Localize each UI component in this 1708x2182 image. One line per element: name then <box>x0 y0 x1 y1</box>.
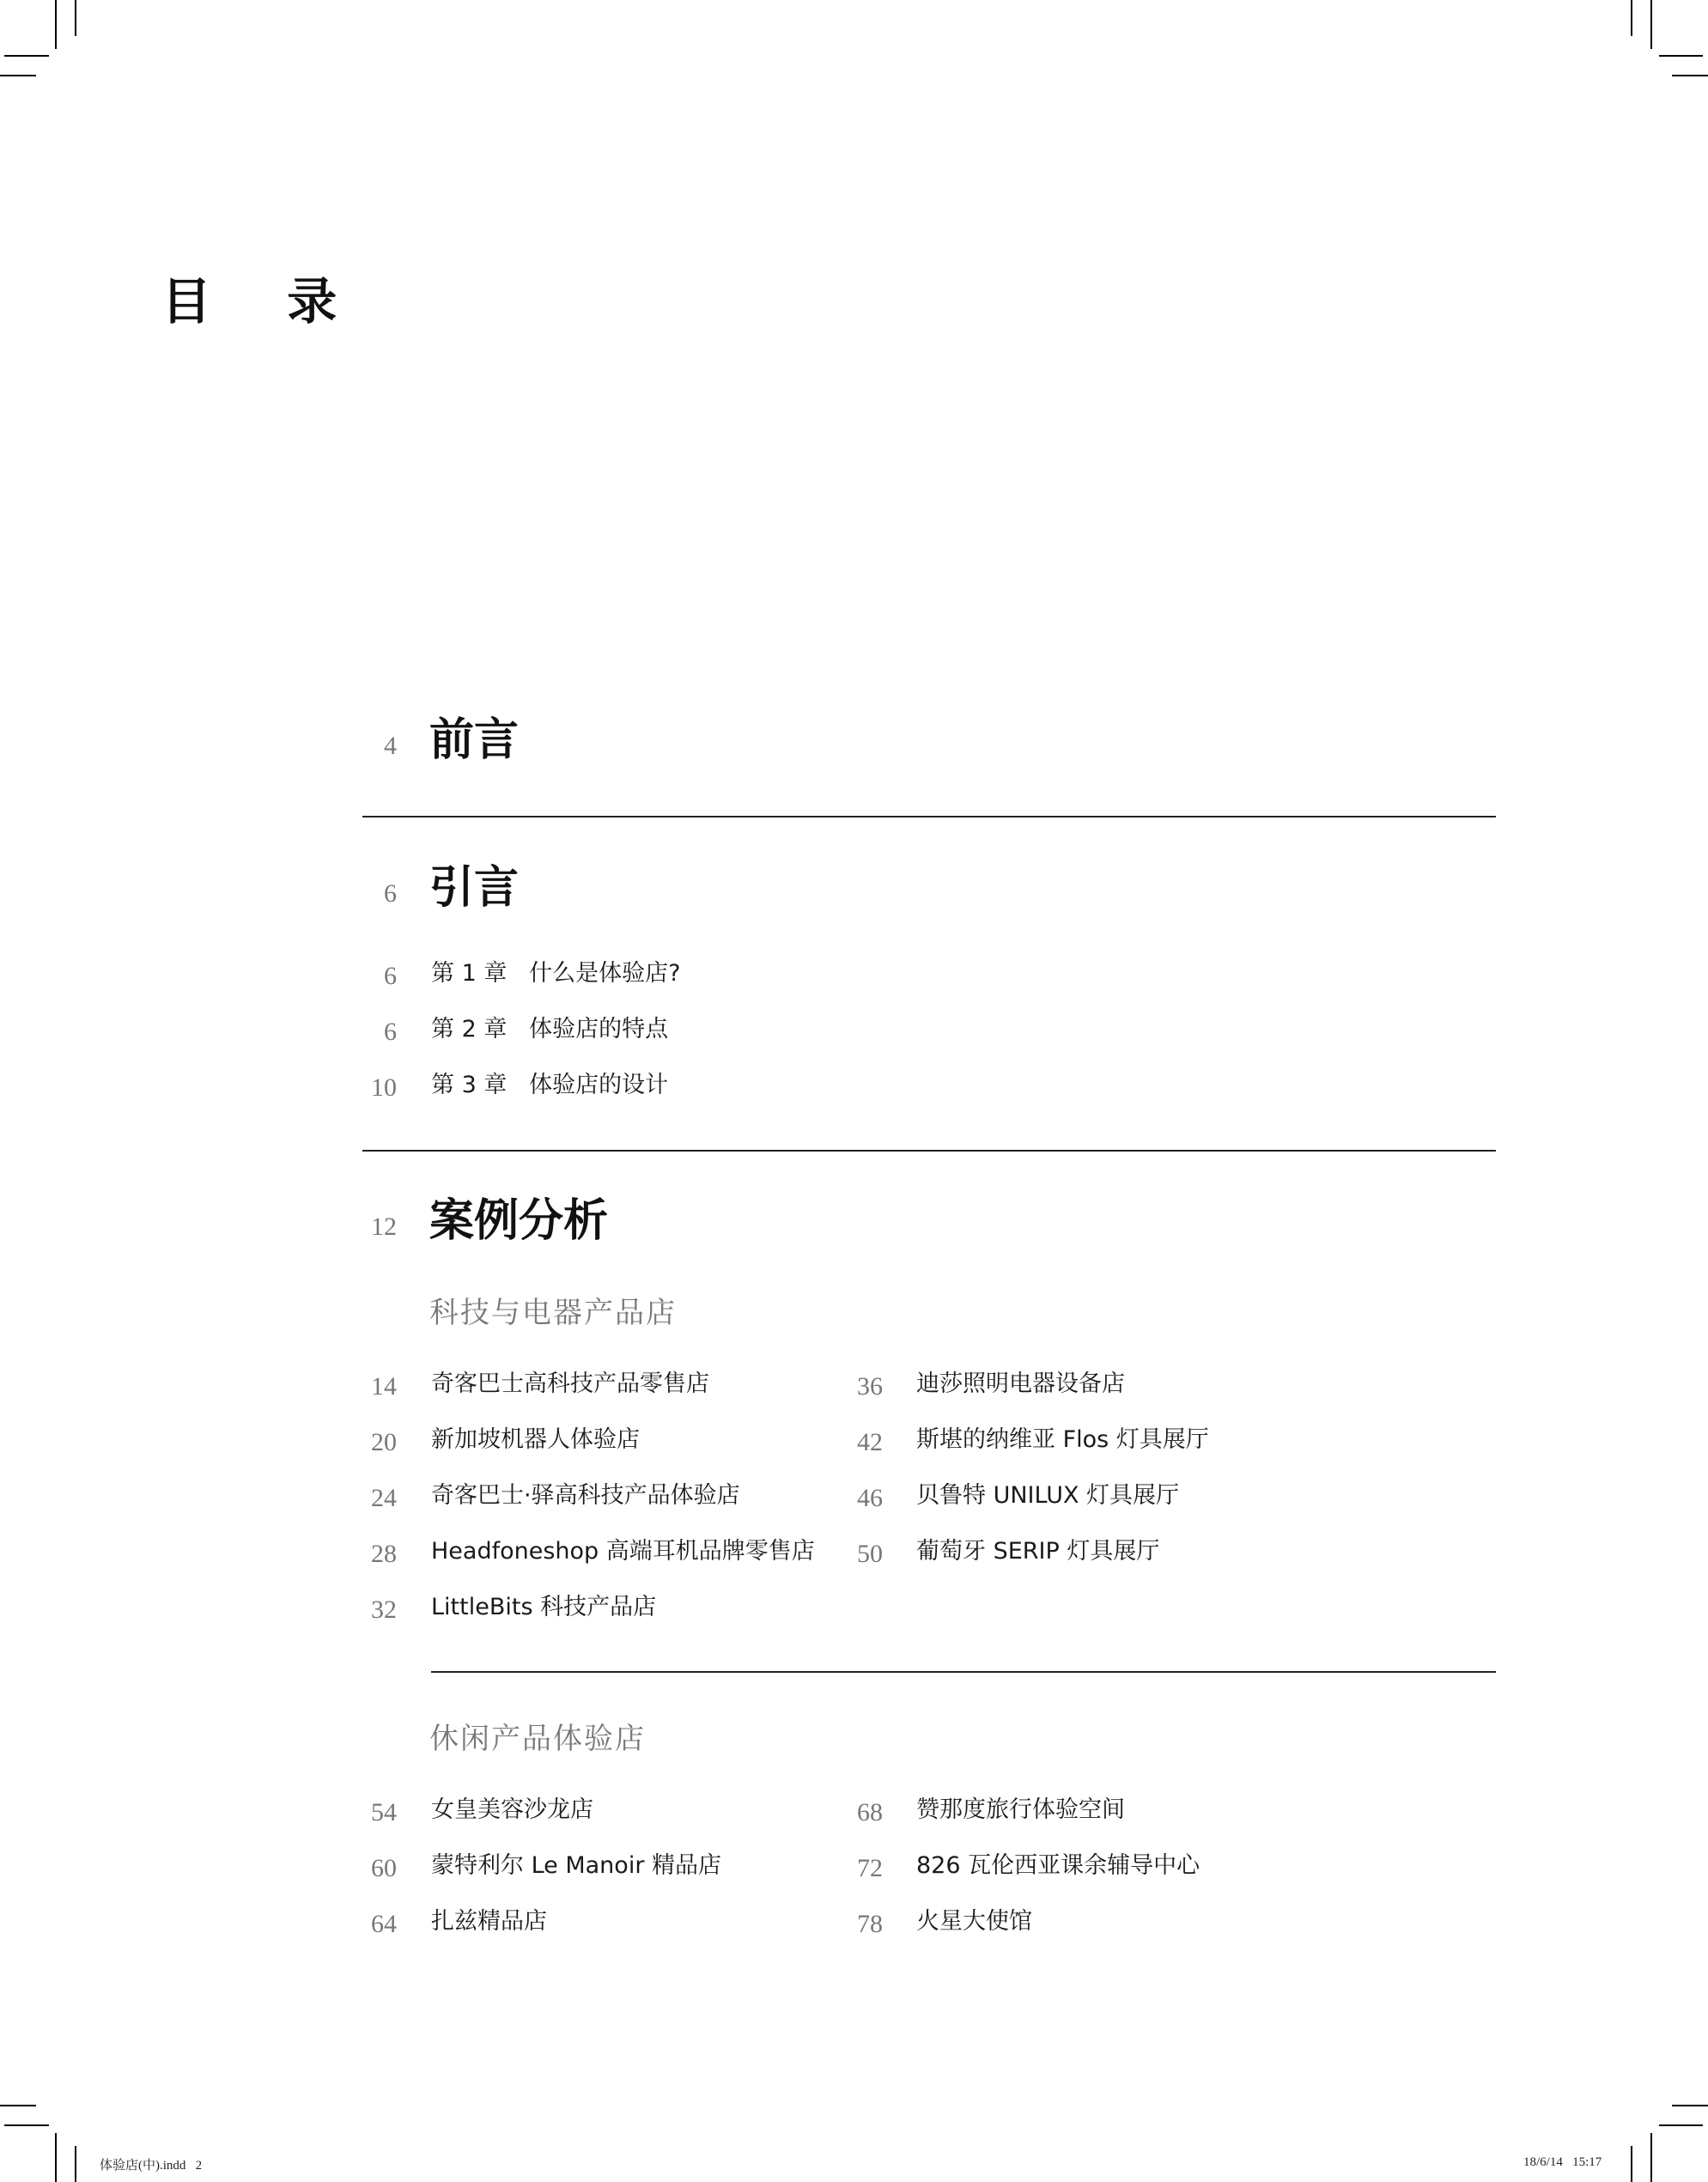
crop-mark <box>0 75 36 76</box>
chapter-page-number: 6 <box>384 1018 397 1046</box>
toc-entry[interactable]: Headfoneshop 高端耳机品牌零售店 <box>431 1538 815 1565</box>
chapter-label: 第 2 章 <box>431 1016 508 1042</box>
chapter-entry[interactable] <box>431 962 680 985</box>
chapter-page-number: 6 <box>384 962 397 990</box>
toc-entry[interactable]: 女皇美容沙龙店 <box>431 1796 593 1823</box>
entry-page-number: 72 <box>857 1854 883 1882</box>
slug-filename: 体验店(中).indd 2 <box>100 2159 203 2173</box>
crop-mark <box>1659 55 1703 57</box>
toc-entry[interactable]: 奇客巴士高科技产品零售店 <box>431 1371 709 1397</box>
crop-mark <box>0 2105 36 2106</box>
entry-page-number: 60 <box>371 1854 397 1882</box>
section-page-number: 12 <box>371 1213 397 1241</box>
toc-entry[interactable]: 826 瓦伦西亚课余辅导中心 <box>916 1852 1200 1879</box>
entry-page-number: 14 <box>371 1372 397 1401</box>
crop-mark <box>1650 0 1652 49</box>
crop-mark <box>1659 2124 1703 2126</box>
entry-page-number: 36 <box>857 1372 883 1401</box>
entry-page-number: 54 <box>371 1798 397 1826</box>
crop-mark <box>55 2133 57 2182</box>
section-divider <box>362 816 1496 817</box>
crop-mark <box>55 0 57 49</box>
toc-entry[interactable]: 扎兹精品店 <box>431 1908 547 1935</box>
crop-mark <box>1631 2146 1632 2182</box>
entry-page-number: 50 <box>857 1540 883 1568</box>
entry-page-number: 28 <box>371 1540 397 1568</box>
group-title-leisure: 休闲产品体验店 <box>429 1722 646 1756</box>
toc-entry[interactable]: 斯堪的纳维亚 Flos 灯具展厅 <box>916 1426 1209 1453</box>
crop-mark <box>1650 2133 1652 2182</box>
toc-entry[interactable]: 新加坡机器人体验店 <box>431 1426 640 1453</box>
chapter-entry[interactable] <box>431 1073 668 1097</box>
toc-entry[interactable]: 蒙特利尔 Le Manoir 精品店 <box>431 1852 722 1879</box>
section-title-case-studies[interactable]: 案例分析 <box>429 1194 609 1247</box>
section-title-preface[interactable]: 前言 <box>429 714 520 766</box>
crop-mark <box>1672 2105 1708 2106</box>
entry-page-number: 32 <box>371 1595 397 1624</box>
section-divider <box>362 1150 1496 1152</box>
crop-mark <box>1631 0 1632 36</box>
entry-page-number: 46 <box>857 1484 883 1512</box>
toc-entry[interactable]: LittleBits 科技产品店 <box>431 1594 657 1620</box>
chapter-label: 第 1 章 <box>431 960 508 987</box>
entry-page-number: 68 <box>857 1798 883 1826</box>
chapter-title: 体验店的特点 <box>529 1016 669 1042</box>
page-title: 目 录 <box>161 272 367 331</box>
slug-timestamp: 18/6/14 15:17 <box>1523 2155 1602 2169</box>
chapter-label: 第 3 章 <box>431 1072 508 1098</box>
chapter-page-number: 10 <box>371 1073 397 1102</box>
toc-entry[interactable]: 火星大使馆 <box>916 1908 1032 1935</box>
crop-mark <box>1672 75 1708 76</box>
chapter-title: 什么是体验店? <box>529 960 681 987</box>
entry-page-number: 64 <box>371 1910 397 1938</box>
crop-mark <box>75 0 76 36</box>
group-divider <box>431 1671 1496 1673</box>
entry-page-number: 78 <box>857 1910 883 1938</box>
crop-mark <box>75 2146 76 2182</box>
section-title-introduction[interactable]: 引言 <box>429 861 520 914</box>
toc-entry[interactable]: 赞那度旅行体验空间 <box>916 1796 1125 1823</box>
toc-entry[interactable]: 贝鲁特 UNILUX 灯具展厅 <box>916 1482 1180 1509</box>
crop-mark <box>4 55 49 57</box>
entry-page-number: 24 <box>371 1484 397 1512</box>
chapter-title: 体验店的设计 <box>529 1072 669 1098</box>
crop-mark <box>4 2124 49 2126</box>
toc-entry[interactable]: 奇客巴士·驿高科技产品体验店 <box>431 1482 740 1509</box>
entry-page-number: 42 <box>857 1428 883 1456</box>
chapter-entry[interactable] <box>431 1018 668 1041</box>
section-page-number: 4 <box>384 732 397 760</box>
toc-entry[interactable]: 葡萄牙 SERIP 灯具展厅 <box>916 1538 1160 1565</box>
toc-entry[interactable]: 迪莎照明电器设备店 <box>916 1371 1125 1397</box>
group-title-tech: 科技与电器产品店 <box>429 1296 677 1330</box>
section-page-number: 6 <box>384 879 397 908</box>
entry-page-number: 20 <box>371 1428 397 1456</box>
